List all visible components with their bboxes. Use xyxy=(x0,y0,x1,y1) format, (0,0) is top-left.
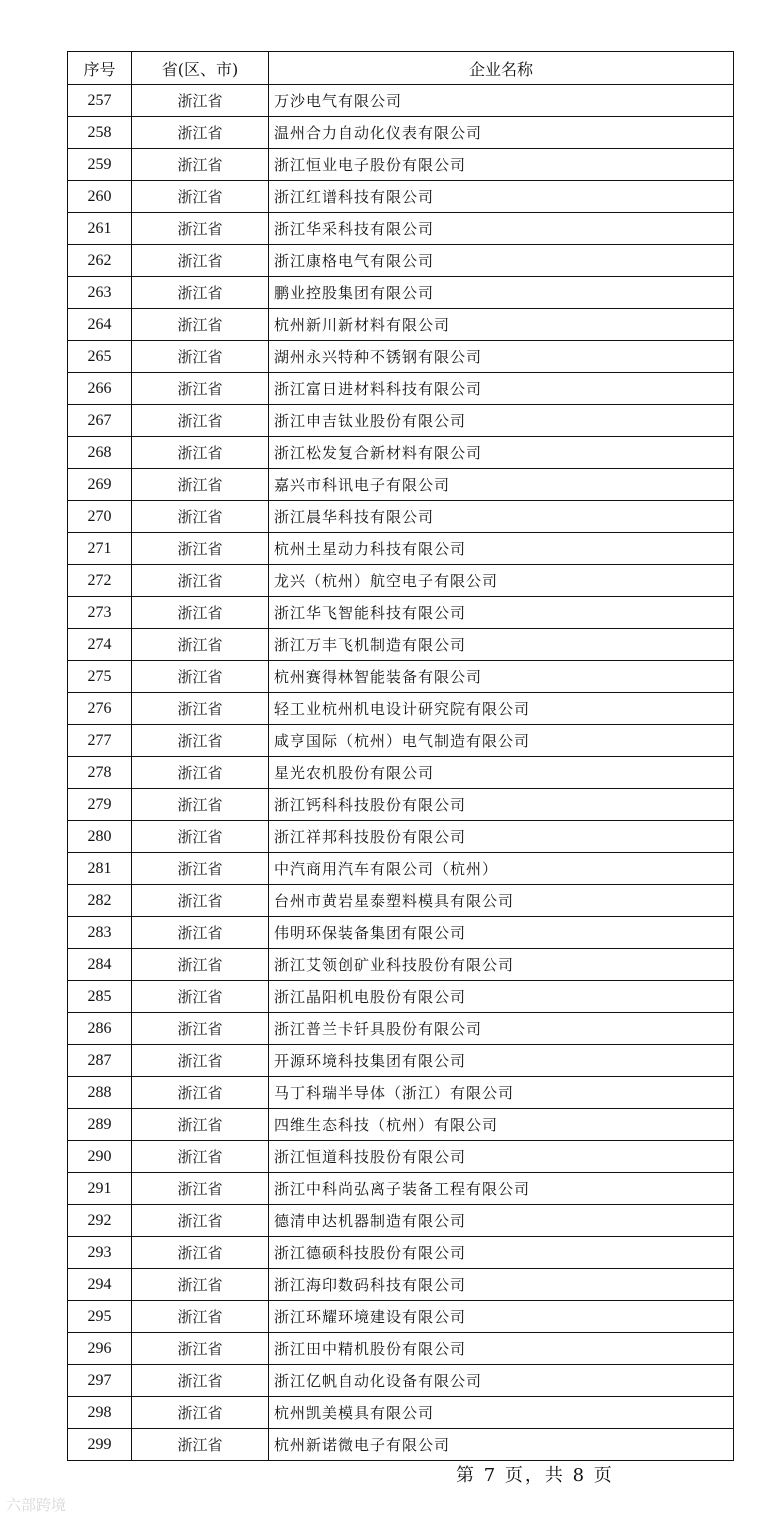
row-index: 259 xyxy=(68,149,132,181)
row-company-name: 浙江钙科科技股份有限公司 xyxy=(269,789,734,821)
row-province: 浙江省 xyxy=(132,597,269,629)
row-index: 283 xyxy=(68,917,132,949)
row-province: 浙江省 xyxy=(132,1045,269,1077)
table-row xyxy=(68,1109,734,1141)
table-row xyxy=(68,917,734,949)
row-province: 浙江省 xyxy=(132,981,269,1013)
row-index: 294 xyxy=(68,1269,132,1301)
table-row xyxy=(68,1173,734,1205)
table-row xyxy=(68,1301,734,1333)
row-index: 289 xyxy=(68,1109,132,1141)
table-row xyxy=(68,1269,734,1301)
row-province: 浙江省 xyxy=(132,1205,269,1237)
table-row xyxy=(68,213,734,245)
row-company-name: 浙江亿帆自动化设备有限公司 xyxy=(269,1365,734,1397)
table-row xyxy=(68,885,734,917)
table-row xyxy=(68,981,734,1013)
table-row xyxy=(68,661,734,693)
table-row xyxy=(68,725,734,757)
row-province: 浙江省 xyxy=(132,181,269,213)
row-company-name: 台州市黄岩星泰塑料模具有限公司 xyxy=(269,885,734,917)
row-company-name: 温州合力自动化仪表有限公司 xyxy=(269,117,734,149)
row-index: 286 xyxy=(68,1013,132,1045)
row-province: 浙江省 xyxy=(132,789,269,821)
table-row xyxy=(68,501,734,533)
row-company-name: 杭州凯美模具有限公司 xyxy=(269,1397,734,1429)
row-province: 浙江省 xyxy=(132,885,269,917)
row-index: 288 xyxy=(68,1077,132,1109)
row-province: 浙江省 xyxy=(132,501,269,533)
row-company-name: 浙江德硕科技股份有限公司 xyxy=(269,1237,734,1269)
row-company-name: 浙江康格电气有限公司 xyxy=(269,245,734,277)
row-index: 263 xyxy=(68,277,132,309)
row-province: 浙江省 xyxy=(132,1237,269,1269)
row-company-name: 浙江田中精机股份有限公司 xyxy=(269,1333,734,1365)
row-province: 浙江省 xyxy=(132,533,269,565)
row-province: 浙江省 xyxy=(132,1429,269,1461)
table-row xyxy=(68,1013,734,1045)
table-row xyxy=(68,1397,734,1429)
row-province: 浙江省 xyxy=(132,437,269,469)
row-province: 浙江省 xyxy=(132,85,269,117)
row-province: 浙江省 xyxy=(132,1173,269,1205)
row-company-name: 嘉兴市科讯电子有限公司 xyxy=(269,469,734,501)
row-company-name: 浙江中科尚弘离子装备工程有限公司 xyxy=(269,1173,734,1205)
table-row xyxy=(68,1045,734,1077)
table-row xyxy=(68,949,734,981)
header-company-name: 企业名称 xyxy=(269,52,734,85)
row-index: 292 xyxy=(68,1205,132,1237)
table-row xyxy=(68,565,734,597)
row-company-name: 轻工业杭州机电设计研究院有限公司 xyxy=(269,693,734,725)
table-row xyxy=(68,1365,734,1397)
row-province: 浙江省 xyxy=(132,757,269,789)
row-province: 浙江省 xyxy=(132,149,269,181)
row-province: 浙江省 xyxy=(132,949,269,981)
table-row xyxy=(68,757,734,789)
row-company-name: 开源环境科技集团有限公司 xyxy=(269,1045,734,1077)
table-row xyxy=(68,245,734,277)
row-company-name: 德清申达机器制造有限公司 xyxy=(269,1205,734,1237)
row-province: 浙江省 xyxy=(132,405,269,437)
row-province: 浙江省 xyxy=(132,853,269,885)
row-company-name: 浙江普兰卡钎具股份有限公司 xyxy=(269,1013,734,1045)
row-company-name: 浙江万丰飞机制造有限公司 xyxy=(269,629,734,661)
row-index: 275 xyxy=(68,661,132,693)
row-company-name: 浙江松发复合新材料有限公司 xyxy=(269,437,734,469)
table-body xyxy=(68,85,734,1461)
row-index: 258 xyxy=(68,117,132,149)
page-number: 第 7 页，共 8 页 xyxy=(456,1465,614,1486)
table-header-row xyxy=(68,52,734,85)
row-index: 280 xyxy=(68,821,132,853)
table-row xyxy=(68,821,734,853)
row-index: 272 xyxy=(68,565,132,597)
table-row xyxy=(68,1333,734,1365)
row-province: 浙江省 xyxy=(132,1301,269,1333)
row-company-name: 咸亨国际（杭州）电气制造有限公司 xyxy=(269,725,734,757)
table-row xyxy=(68,1077,734,1109)
row-index: 278 xyxy=(68,757,132,789)
row-company-name: 龙兴（杭州）航空电子有限公司 xyxy=(269,565,734,597)
header-index: 序号 xyxy=(68,52,132,85)
row-index: 299 xyxy=(68,1429,132,1461)
row-company-name: 浙江红谱科技有限公司 xyxy=(269,181,734,213)
row-index: 291 xyxy=(68,1173,132,1205)
table-row xyxy=(68,469,734,501)
row-company-name: 杭州土星动力科技有限公司 xyxy=(269,533,734,565)
row-company-name: 浙江恒业电子股份有限公司 xyxy=(269,149,734,181)
row-index: 277 xyxy=(68,725,132,757)
row-index: 262 xyxy=(68,245,132,277)
row-index: 260 xyxy=(68,181,132,213)
table-row xyxy=(68,533,734,565)
table-row xyxy=(68,853,734,885)
row-company-name: 浙江华飞智能科技有限公司 xyxy=(269,597,734,629)
row-province: 浙江省 xyxy=(132,661,269,693)
row-index: 269 xyxy=(68,469,132,501)
row-province: 浙江省 xyxy=(132,341,269,373)
row-province: 浙江省 xyxy=(132,917,269,949)
table-row xyxy=(68,1429,734,1461)
row-index: 266 xyxy=(68,373,132,405)
table-row xyxy=(68,437,734,469)
row-index: 261 xyxy=(68,213,132,245)
table-row xyxy=(68,149,734,181)
row-company-name: 杭州赛得林智能装备有限公司 xyxy=(269,661,734,693)
row-province: 浙江省 xyxy=(132,213,269,245)
table-row xyxy=(68,1237,734,1269)
table-row xyxy=(68,341,734,373)
row-company-name: 浙江晨华科技有限公司 xyxy=(269,501,734,533)
row-province: 浙江省 xyxy=(132,1141,269,1173)
table-row xyxy=(68,373,734,405)
row-province: 浙江省 xyxy=(132,277,269,309)
row-company-name: 四维生态科技（杭州）有限公司 xyxy=(269,1109,734,1141)
table-row xyxy=(68,1141,734,1173)
row-index: 282 xyxy=(68,885,132,917)
row-index: 297 xyxy=(68,1365,132,1397)
row-company-name: 浙江艾领创矿业科技股份有限公司 xyxy=(269,949,734,981)
table-row xyxy=(68,1205,734,1237)
row-province: 浙江省 xyxy=(132,245,269,277)
row-company-name: 马丁科瑞半导体（浙江）有限公司 xyxy=(269,1077,734,1109)
row-province: 浙江省 xyxy=(132,1365,269,1397)
row-province: 浙江省 xyxy=(132,1013,269,1045)
row-index: 284 xyxy=(68,949,132,981)
row-company-name: 浙江申吉钛业股份有限公司 xyxy=(269,405,734,437)
row-company-name: 杭州新诺微电子有限公司 xyxy=(269,1429,734,1461)
table-row xyxy=(68,693,734,725)
header-province: 省(区、市) xyxy=(132,52,269,85)
row-index: 264 xyxy=(68,309,132,341)
row-province: 浙江省 xyxy=(132,1077,269,1109)
table-row xyxy=(68,85,734,117)
row-company-name: 伟明环保装备集团有限公司 xyxy=(269,917,734,949)
row-index: 265 xyxy=(68,341,132,373)
row-index: 268 xyxy=(68,437,132,469)
row-index: 274 xyxy=(68,629,132,661)
row-province: 浙江省 xyxy=(132,1333,269,1365)
row-company-name: 万沙电气有限公司 xyxy=(269,85,734,117)
table-row xyxy=(68,789,734,821)
row-company-name: 湖州永兴特种不锈钢有限公司 xyxy=(269,341,734,373)
table-row xyxy=(68,597,734,629)
row-company-name: 浙江华采科技有限公司 xyxy=(269,213,734,245)
row-province: 浙江省 xyxy=(132,693,269,725)
row-index: 281 xyxy=(68,853,132,885)
row-index: 295 xyxy=(68,1301,132,1333)
row-company-name: 杭州新川新材料有限公司 xyxy=(269,309,734,341)
row-company-name: 浙江恒道科技股份有限公司 xyxy=(269,1141,734,1173)
row-index: 276 xyxy=(68,693,132,725)
row-province: 浙江省 xyxy=(132,1109,269,1141)
row-company-name: 浙江祥邦科技股份有限公司 xyxy=(269,821,734,853)
row-company-name: 中汽商用汽车有限公司（杭州） xyxy=(269,853,734,885)
table-row xyxy=(68,277,734,309)
row-province: 浙江省 xyxy=(132,373,269,405)
row-company-name: 浙江晶阳机电股份有限公司 xyxy=(269,981,734,1013)
row-index: 273 xyxy=(68,597,132,629)
table-row xyxy=(68,309,734,341)
row-province: 浙江省 xyxy=(132,117,269,149)
table-row xyxy=(68,629,734,661)
enterprise-table xyxy=(67,51,734,1461)
row-index: 270 xyxy=(68,501,132,533)
row-province: 浙江省 xyxy=(132,309,269,341)
row-index: 257 xyxy=(68,85,132,117)
row-province: 浙江省 xyxy=(132,565,269,597)
row-company-name: 浙江富日进材料科技有限公司 xyxy=(269,373,734,405)
table-row xyxy=(68,181,734,213)
watermark-logo: 六部跨境 xyxy=(6,1496,67,1514)
row-index: 293 xyxy=(68,1237,132,1269)
row-index: 290 xyxy=(68,1141,132,1173)
row-province: 浙江省 xyxy=(132,725,269,757)
row-company-name: 浙江海印数码科技有限公司 xyxy=(269,1269,734,1301)
row-company-name: 鹏业控股集团有限公司 xyxy=(269,277,734,309)
table-row xyxy=(68,405,734,437)
row-province: 浙江省 xyxy=(132,629,269,661)
row-index: 267 xyxy=(68,405,132,437)
row-index: 279 xyxy=(68,789,132,821)
row-index: 287 xyxy=(68,1045,132,1077)
row-index: 285 xyxy=(68,981,132,1013)
row-province: 浙江省 xyxy=(132,469,269,501)
row-company-name: 星光农机股份有限公司 xyxy=(269,757,734,789)
row-index: 271 xyxy=(68,533,132,565)
row-province: 浙江省 xyxy=(132,821,269,853)
row-company-name: 浙江环耀环境建设有限公司 xyxy=(269,1301,734,1333)
row-province: 浙江省 xyxy=(132,1269,269,1301)
row-province: 浙江省 xyxy=(132,1397,269,1429)
table-row xyxy=(68,117,734,149)
row-index: 296 xyxy=(68,1333,132,1365)
row-index: 298 xyxy=(68,1397,132,1429)
